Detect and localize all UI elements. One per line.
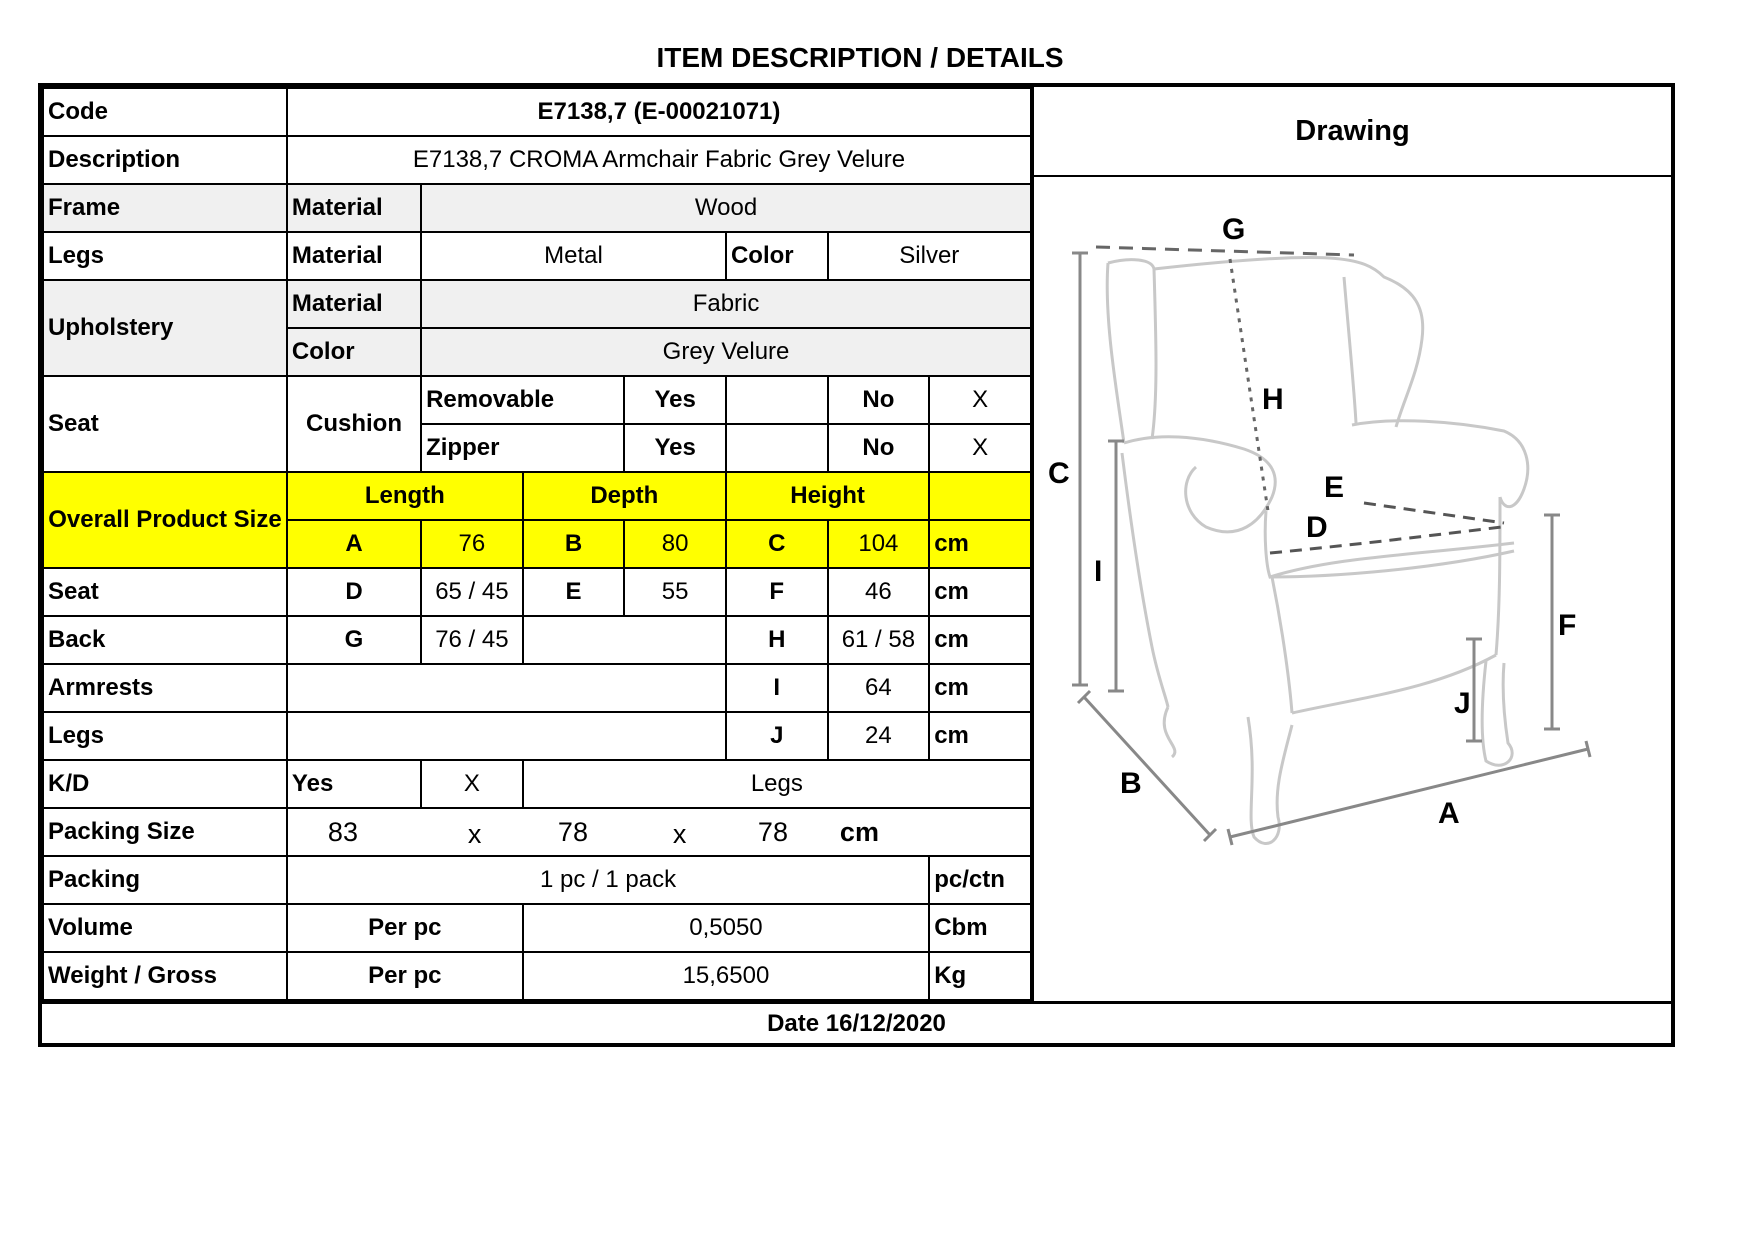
armrests-label: Armrests: [43, 664, 287, 712]
dimension-a-line: [1228, 741, 1590, 845]
length-label: Length: [287, 472, 523, 520]
kd-yes: Yes: [287, 760, 421, 808]
letter-c: C: [1048, 457, 1070, 490]
upholstery-label: Upholstery: [43, 280, 287, 376]
packing-size-unit: cm: [839, 817, 879, 847]
weight-per: Per pc: [287, 952, 523, 1000]
packing-x2: x: [672, 819, 687, 849]
depth-label: Depth: [523, 472, 726, 520]
zipper-yes-label: Yes: [624, 424, 726, 472]
legs-label: Legs: [43, 232, 287, 280]
removable-no-label: No: [828, 376, 930, 424]
dim-i-value: 64: [828, 664, 930, 712]
legs-color-value: Silver: [828, 232, 1031, 280]
packing-length: 83: [327, 817, 358, 847]
armchair-outline: [1107, 257, 1528, 843]
legs-dims-empty: [287, 712, 726, 760]
packing-size-cell: [287, 808, 1031, 856]
dim-i-label: I: [726, 664, 828, 712]
dim-c-label: C: [726, 520, 828, 568]
back-empty: [523, 616, 726, 664]
frame-material-value: Wood: [421, 184, 1031, 232]
dim-e-label: E: [523, 568, 625, 616]
seat-dims-label: Seat: [43, 568, 287, 616]
dim-f-value: 46: [828, 568, 930, 616]
dimension-g-line: [1096, 247, 1354, 255]
volume-per: Per pc: [287, 904, 523, 952]
upholstery-color-value: Grey Velure: [421, 328, 1031, 376]
dim-g-value: 76 / 45: [421, 616, 523, 664]
dim-d-value: 65 / 45: [421, 568, 523, 616]
drawing-header: Drawing: [1032, 87, 1671, 177]
letter-j: J: [1454, 687, 1471, 720]
code-value: E7138,7 (E-00021071): [287, 88, 1031, 136]
page-title: ITEM DESCRIPTION / DETAILS: [656, 42, 1064, 73]
dim-b-value: 80: [624, 520, 726, 568]
removable-yes-label: Yes: [624, 376, 726, 424]
legs-color-label: Color: [726, 232, 828, 280]
legs-dims-label: Legs: [43, 712, 287, 760]
armrests-unit: cm: [929, 664, 1031, 712]
date-bar: Date 16/12/2020: [42, 1001, 1671, 1043]
height-label: Height: [726, 472, 929, 520]
weight-value: 15,6500: [523, 952, 930, 1000]
packing-size-label: Packing Size: [43, 808, 287, 856]
zipper-yes-mark: [726, 424, 828, 472]
volume-value: 0,5050: [523, 904, 930, 952]
removable-no-mark: X: [929, 376, 1031, 424]
dim-j-value: 24: [828, 712, 930, 760]
upholstery-color-label: Color: [287, 328, 421, 376]
overall-unit: cm: [929, 520, 1031, 568]
weight-unit: Kg: [929, 952, 1031, 1000]
dimension-b-line: [1078, 691, 1216, 841]
dim-c-value: 104: [828, 520, 930, 568]
back-dims-unit: cm: [929, 616, 1031, 664]
weight-label: Weight / Gross: [43, 952, 287, 1000]
letter-b: B: [1120, 767, 1142, 800]
armrests-empty: [287, 664, 726, 712]
dim-a-value: 76: [421, 520, 523, 568]
description-label: Description: [43, 136, 287, 184]
seat-dims-unit: cm: [929, 568, 1031, 616]
kd-mark: X: [421, 760, 523, 808]
letter-g: G: [1222, 213, 1246, 246]
dimension-c-line: [1072, 253, 1088, 685]
dim-d-label: D: [287, 568, 421, 616]
dim-g-label: G: [287, 616, 421, 664]
dim-j-label: J: [726, 712, 828, 760]
seat-label: Seat: [43, 376, 287, 472]
packing-x1: x: [467, 819, 482, 849]
overall-empty: [929, 472, 1031, 520]
drawing-area: [1032, 177, 1671, 1001]
upholstery-material-value: Fabric: [421, 280, 1031, 328]
description-value: E7138,7 CROMA Armchair Fabric Grey Velure: [287, 136, 1031, 184]
kd-label: K/D: [43, 760, 287, 808]
frame-label: Frame: [43, 184, 287, 232]
armchair-drawing: [1034, 177, 1669, 1001]
zipper-label: Zipper: [421, 424, 624, 472]
removable-label: Removable: [421, 376, 624, 424]
frame-material-label: Material: [287, 184, 421, 232]
spec-table: [42, 87, 1032, 1001]
letter-i: I: [1094, 555, 1103, 588]
dimension-i-line: [1108, 441, 1124, 691]
legs-material-value: Metal: [421, 232, 726, 280]
kd-part: Legs: [523, 760, 1031, 808]
dim-b-label: B: [523, 520, 625, 568]
zipper-no-label: No: [828, 424, 930, 472]
volume-label: Volume: [43, 904, 287, 952]
back-dims-label: Back: [43, 616, 287, 664]
removable-yes-mark: [726, 376, 828, 424]
dim-e-value: 55: [624, 568, 726, 616]
letter-f: F: [1558, 609, 1577, 642]
legs-material-label: Material: [287, 232, 421, 280]
dim-h-value: 61 / 58: [828, 616, 930, 664]
packing-unit: pc/ctn: [929, 856, 1031, 904]
code-label: Code: [43, 88, 287, 136]
dim-a-label: A: [287, 520, 421, 568]
letter-e: E: [1324, 471, 1345, 504]
cushion-label: Cushion: [287, 376, 421, 472]
letter-d: D: [1306, 511, 1328, 544]
packing-label: Packing: [43, 856, 287, 904]
dim-h-label: H: [726, 616, 828, 664]
dimension-letters: [1048, 213, 1576, 830]
packing-width: 78: [557, 817, 588, 847]
legs-dims-unit: cm: [929, 712, 1031, 760]
letter-h: H: [1262, 383, 1284, 416]
upholstery-material-label: Material: [287, 280, 421, 328]
packing-value: 1 pc / 1 pack: [287, 856, 929, 904]
dim-f-label: F: [726, 568, 828, 616]
letter-a: A: [1438, 797, 1460, 830]
packing-height: 78: [757, 817, 788, 847]
spec-sheet: [38, 83, 1675, 1047]
zipper-no-mark: X: [929, 424, 1031, 472]
volume-unit: Cbm: [929, 904, 1031, 952]
overall-size-label: Overall Product Size: [43, 472, 287, 568]
